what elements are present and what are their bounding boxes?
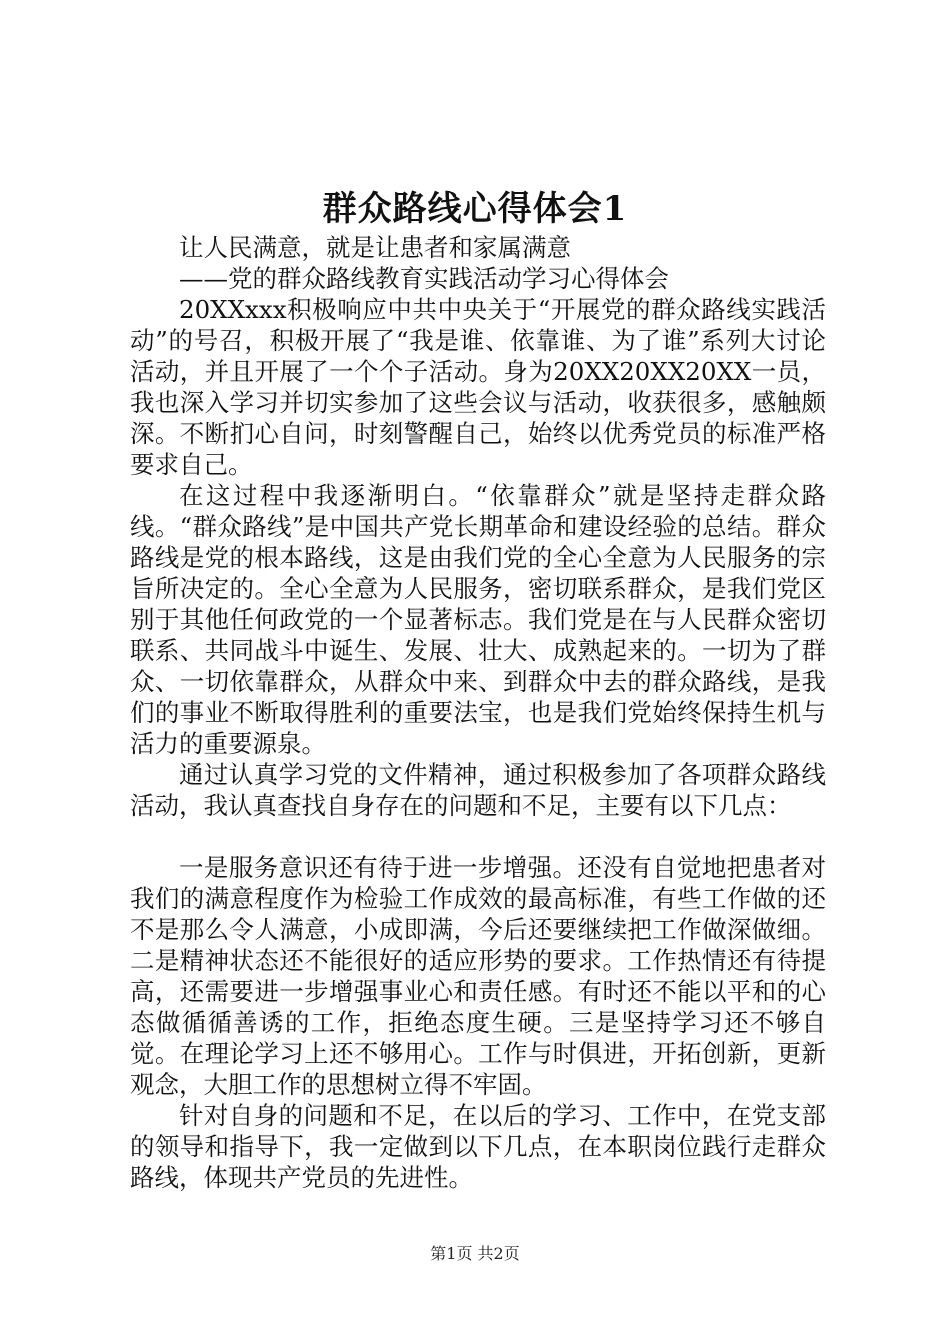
body-paragraph: 针对自身的问题和不足，在以后的学习、工作中，在党支部的领导和指导下，我一定做到以下几点，在本职岗位践行走群众路线，体现共产党员的先进性。 [130,1101,826,1192]
document-body [130,232,826,1193]
body-paragraph: 20XXxxx积极响应中共中央关于“开展党的群众路线实践活动”的号召，积极开展了“我是谁、依靠谁、为了谁”系列大讨论活动，并且开展了一个个子活动。身为20XX20XX20XX一员，我也深入学习并切实参加了这些会议与活动，收获很多，感触颇深。不断扪心自问，时刻警醒自己，始终以优秀党员的标准严格要求自己。 [130,295,826,479]
subtitle-line-1: 让人民满意，就是让患者和家属满意 [179,233,571,262]
body-paragraph: 在这过程中我逐渐明白。“依靠群众”就是坚持走群众路线。“群众路线”是中国共产党长期革命和建设经验的总结。群众路线是党的根本路线，这是由我们党的全心全意为人民服务的宗旨所决定的。全心全意为人民服务，密切联系群众，是我们党区别于其他任何政党的一个显著标志。我们党是在与人民群众密切联系、共同战斗中诞生、发展、壮大、成熟起来的。一切为了群众、一切依靠群众，从群众中来、到群众中去的群众路线，是我们的事业不断取得胜利的重要法宝，也是我们党始终保持生机与活力的重要源泉。 [130,481,826,758]
subtitle-line-2: ——党的群众路线教育实践活动学习心得体会 [179,264,669,293]
body-paragraph: 一是服务意识还有待于进一步增强。还没有自觉地把患者对我们的满意程度作为检验工作成效的最高标准，有些工作做的还不是那么令人满意，小成即满，今后还要继续把工作做深做细。二是精神状态还不能很好的适应形势的要求。工作热情还有待提高，还需要进一步增强事业心和责任感。有时还不能以平和的心态做循循善诱的工作，拒绝态度生硬。三是坚持学习还不够自觉。在理论学习上还不够用心。工作与时俱进，开拓创新，更新观念，大胆工作的思想树立得不牢固。 [130,853,826,1099]
body-paragraph: 通过认真学习党的文件精神，通过积极参加了各项群众路线活动，我认真查找自身存在的问题和不足，主要有以下几点： [130,760,826,820]
page-footer: 第1页 共2页 [430,1244,520,1263]
blank-line [130,821,826,852]
document-title: 群众路线心得体会1 [322,189,628,229]
